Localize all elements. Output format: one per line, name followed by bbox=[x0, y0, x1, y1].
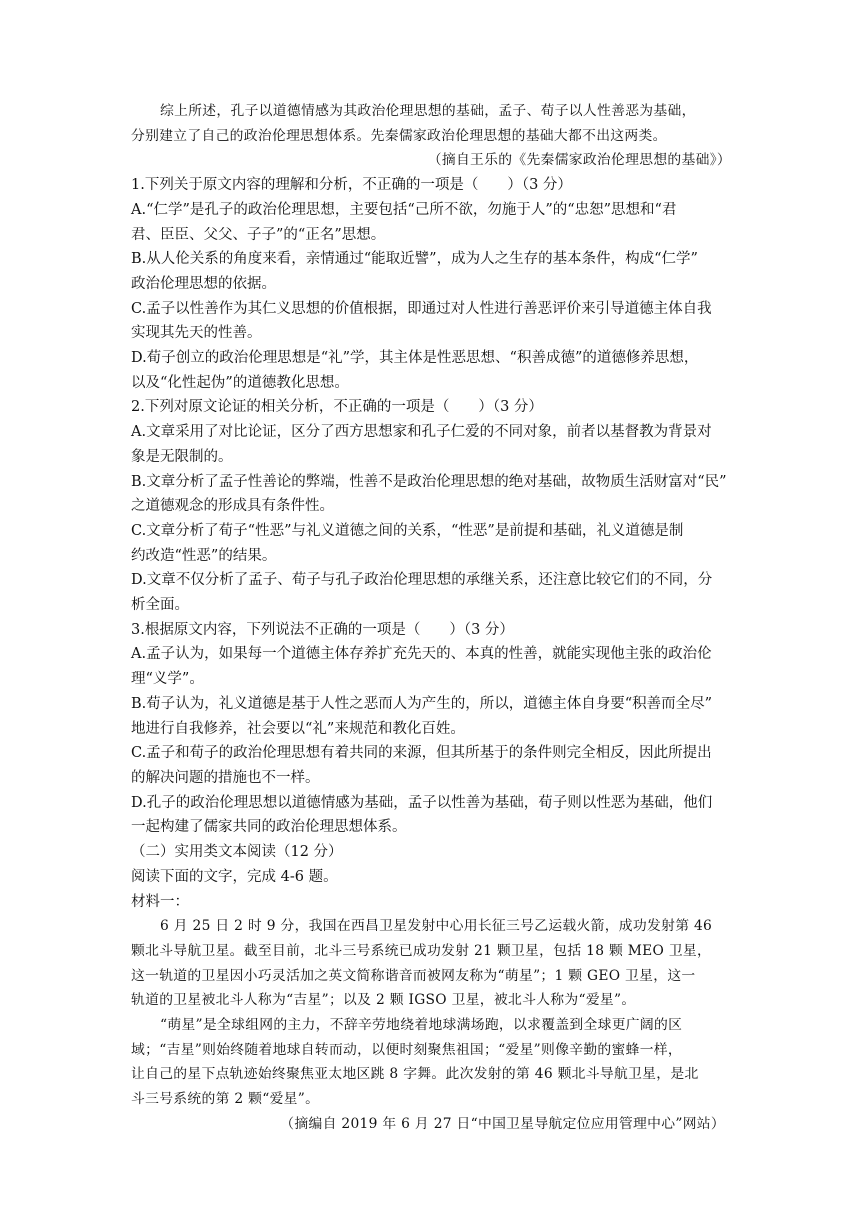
q2-option-a-line-1: A.文章采用了对比论证，区分了西方思想家和孔子仁爱的不同对象，前者以基督教为背景对 bbox=[131, 424, 712, 441]
material-para1-line-3: 这一轨道的卫星因小巧灵活加之英文简称谐音而被网友称为“萌星”；1 颗 GEO 卫星，这一 bbox=[131, 967, 696, 984]
q1-option-d-line-2: 以及“化性起伪”的道德教化思想。 bbox=[131, 374, 349, 391]
q3-option-b-line-2: 地进行自我修养，社会要以“礼”来规范和教化百姓。 bbox=[131, 720, 465, 737]
q2-option-c-line-2: 约改造“性恶”的结果。 bbox=[131, 547, 277, 564]
q2-option-c-line-1: C.文章分析了荀子“性恶”与礼义道德之间的关系，“性恶”是前提和基础，礼义道德是制 bbox=[131, 522, 684, 539]
q1-option-d-line-1: D.荀子创立的政治伦理思想是“礼”学，其主体是性恶思想、“积善成德”的道德修养思想， bbox=[131, 350, 699, 367]
q1-option-b-line-2: 政治伦理思想的依据。 bbox=[131, 275, 276, 292]
q3-option-b-line-1: B.荀子认为，礼义道德是基于人性之恶而人为产生的，所以，道德主体自身要“积善而全尽” bbox=[131, 695, 713, 712]
material-para2-line-4: 斗三号系统的第 2 颗“爱星”。 bbox=[131, 1091, 320, 1108]
q1-stem: 1.下列关于原文内容的理解和分析，不正确的一项是（ ）（3 分） bbox=[131, 177, 572, 194]
q2-option-b-line-2: 之道德观念的形成具有条件性。 bbox=[131, 498, 334, 515]
q3-option-c-line-2: 的解决问题的措施也不一样。 bbox=[131, 769, 320, 786]
q3-option-d-line-2: 一起构建了儒家共同的政治伦理思想体系。 bbox=[131, 819, 407, 836]
section-instruction: 阅读下面的文字，完成 4-6 题。 bbox=[131, 868, 338, 885]
material-para2-line-2: 域；“吉星”则始终随着地球自转而动，以便时刻聚焦祖国；“爱星”则像辛勤的蜜蜂一样， bbox=[131, 1041, 682, 1058]
q3-option-c-line-1: C.孟子和荀子的政治伦理思想有着共同的来源，但其所基于的条件则完全相反，因此所提出 bbox=[131, 745, 712, 762]
q2-option-a-line-2: 象是无限制的。 bbox=[131, 448, 233, 465]
q3-stem: 3.根据原文内容，下列说法不正确的一项是（ ）（3 分） bbox=[131, 621, 514, 638]
conclusion-line-1: 综上所述，孔子以道德情感为其政治伦理思想的基础，孟子、荀子以人性善恶为基础， bbox=[160, 103, 696, 119]
q2-option-d-line-1: D.文章不仅分析了孟子、荀子与孔子政治伦理思想的承继关系，还注意比较它们的不同，分 bbox=[131, 572, 713, 589]
q2-stem: 2.下列对原文论证的相关分析，不正确的一项是（ ）（3 分） bbox=[131, 399, 543, 416]
material-label: 材料一： bbox=[131, 893, 189, 910]
q3-option-a-line-1: A.孟子认为，如果每一个道德主体存养扩充先天的、本真的性善，就能实现他主张的政治伦 bbox=[131, 646, 712, 663]
q1-option-b-line-1: B.从人伦关系的角度来看，亲情通过“能取近譬”，成为人之生存的基本条件，构成“仁学” bbox=[131, 251, 698, 268]
material-para2-line-1: “萌星”是全球组网的主力，不辞辛劳地绕着地球满场跑，以求覆盖到全球更广阔的区 bbox=[160, 1017, 683, 1034]
exam-page bbox=[131, 99, 731, 1137]
q1-option-c-line-1: C.孟子以性善作为其仁义思想的价值根据，即通过对人性进行善恶评价来引导道德主体自我 bbox=[131, 300, 712, 317]
material-source: （摘编自 2019 年 6 月 27 日“中国卫星导航定位应用管理中心”网站） bbox=[280, 1115, 725, 1132]
q1-option-a-line-2: 君、臣臣、父父、子子”的“正名”思想。 bbox=[131, 226, 386, 243]
q3-option-a-line-2: 理“义学”。 bbox=[131, 671, 204, 688]
q1-option-c-line-2: 实现其先天的性善。 bbox=[131, 325, 262, 342]
material-para1-line-4: 轨道的卫星被北斗人称为“吉星”；以及 2 颗 IGSO 卫星，被北斗人称为“爱星”。 bbox=[131, 992, 636, 1009]
conclusion-source: （摘自王乐的《先秦儒家政治伦理思想的基础》） bbox=[427, 152, 731, 169]
conclusion-line-2: 分别建立了自己的政治伦理思想体系。先秦儒家政治伦理思想的基础大都不出这两类。 bbox=[131, 127, 667, 144]
q1-option-a-line-1: A.“仁学”是孔子的政治伦理思想，主要包括“己所不欲，勿施于人”的“忠恕”思想和“君 bbox=[131, 201, 677, 218]
material-para1-line-1: 6 月 25 日 2 时 9 分，我国在西昌卫星发射中心用长征三号乙运载火箭，成功发射第 46 bbox=[160, 918, 713, 935]
q2-option-b-line-1: B.文章分析了孟子性善论的弊端，性善不是政治伦理思想的绝对基础，故物质生活财富对“民” bbox=[131, 473, 727, 490]
q2-option-d-line-2: 析全面。 bbox=[131, 597, 189, 614]
section-heading: （二）实用类文本阅读（12 分） bbox=[131, 844, 343, 861]
material-para2-line-3: 让自己的星下点轨迹始终聚焦亚太地区跳 8 字舞。此次发射的第 46 颗北斗导航卫星，是北 bbox=[131, 1066, 699, 1083]
q3-option-d-line-1: D.孔子的政治伦理思想以道德情感为基础，孟子以性善为基础，荀子则以性恶为基础，他们 bbox=[131, 794, 713, 811]
material-para1-line-2: 颗北斗导航卫星。截至目前，北斗三号系统已成功发射 21 颗卫星，包括 18 颗 MEO 卫星， bbox=[131, 942, 712, 959]
